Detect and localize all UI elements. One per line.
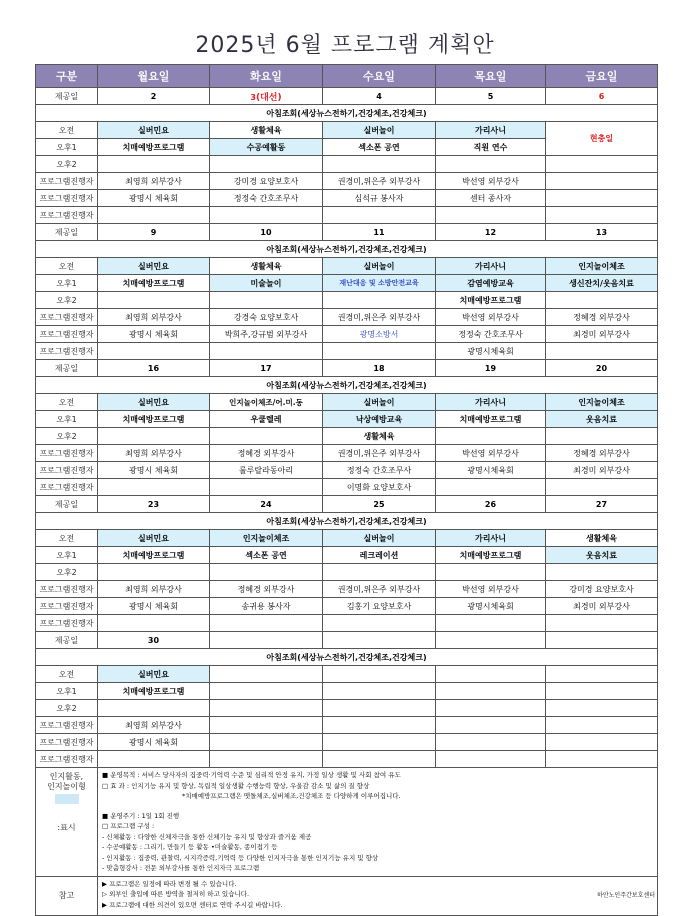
date-cell: 6 xyxy=(546,88,658,105)
row-label: 프로그램진행자 xyxy=(36,343,98,360)
date-cell: 2 xyxy=(98,88,210,105)
row-label: 오전 xyxy=(36,122,98,139)
leader-cell: 정혜경 외부강사 xyxy=(210,581,323,598)
leader-row xyxy=(36,173,658,190)
leader-cell: 권경미,위은주 외부강사 xyxy=(323,309,436,326)
leader-cell: 최경미 외부강사 xyxy=(546,326,658,343)
row-label: 오후2 xyxy=(36,292,98,309)
note-line: ■ 운영주기 : 1일 1회 진행 xyxy=(102,811,180,820)
reference-row xyxy=(36,876,658,915)
leader-cell: 권경미,위은주 외부강사 xyxy=(323,173,436,190)
pm1-row xyxy=(36,275,658,292)
program-cell: 실버민요 xyxy=(98,530,210,547)
row-label: 프로그램진행자 xyxy=(36,615,98,632)
leader-cell: 광명시체육회 xyxy=(436,462,546,479)
row-label: 오후1 xyxy=(36,275,98,292)
leader-cell: 최영희 외부강사 xyxy=(98,717,210,734)
leader-cell: 박선영 외부강사 xyxy=(436,173,546,190)
leader-row xyxy=(36,462,658,479)
am-row xyxy=(36,666,658,683)
program-cell: 가리사니 xyxy=(436,530,546,547)
header-row xyxy=(36,65,658,88)
leader-row xyxy=(36,615,658,632)
program-cell: 실버놀이 xyxy=(323,530,436,547)
header-day: 화요일 xyxy=(210,65,323,88)
date-cell: 9 xyxy=(98,224,210,241)
row-label: 오후1 xyxy=(36,547,98,564)
program-cell: 미술놀이 xyxy=(210,275,323,292)
notes-cell xyxy=(98,768,658,877)
program-cell: 인지놀이체조/어.미.동 xyxy=(210,394,323,411)
row-label: 오후2 xyxy=(36,428,98,445)
leader-cell: 정혜경 외부강사 xyxy=(546,309,658,326)
program-cell: 우쿨렐레 xyxy=(210,411,323,428)
leader-cell: 박선영 외부강사 xyxy=(436,581,546,598)
reference-cell xyxy=(98,876,658,915)
am-row xyxy=(36,122,658,139)
date-cell: 30 xyxy=(98,632,210,649)
row-label: 프로그램진행자 xyxy=(36,734,98,751)
ref-line: ▶ 프로그램은 일정에 따라 변경 될 수 있습니다. xyxy=(102,879,237,888)
leader-cell: 정정숙 간호조무사 xyxy=(210,190,323,207)
leader-row xyxy=(36,751,658,768)
note-line: *치매예방프로그램은 맷돌체조,실버체조,건강체조 등 다양하게 이루어집니다. xyxy=(182,792,401,800)
program-cell: 실버놀이 xyxy=(323,258,436,275)
row-label: 프로그램진행자 xyxy=(36,462,98,479)
leader-cell: 심석규 봉사자 xyxy=(323,190,436,207)
date-suffix: (대선) xyxy=(255,92,282,103)
program-cell: 생신잔치/웃음치료 xyxy=(546,275,658,292)
program-cell: 치매예방프로그램 xyxy=(436,292,546,309)
leader-row xyxy=(36,309,658,326)
leader-cell: 권경미,위은주 외부강사 xyxy=(323,581,436,598)
header-day: 수요일 xyxy=(323,65,436,88)
row-label: 오전 xyxy=(36,394,98,411)
legend-cell xyxy=(36,768,98,877)
date-cell: 12 xyxy=(436,224,546,241)
note-line: - 수공예활동 : 그리기, 만들기 등 활동 •미술활동, 종이접기 등 xyxy=(102,843,278,851)
date-cell: 16 xyxy=(98,360,210,377)
program-cell: 인지놀이체조 xyxy=(546,394,658,411)
pm2-row xyxy=(36,428,658,445)
program-cell: 실버민요 xyxy=(98,258,210,275)
date-cell: 20 xyxy=(546,360,658,377)
row-label: 프로그램진행자 xyxy=(36,173,98,190)
leader-cell: 광명시 체육회 xyxy=(98,734,210,751)
highlight-swatch xyxy=(55,794,79,804)
legend-label: :표시 xyxy=(57,823,76,832)
program-cell: 생활체육 xyxy=(546,530,658,547)
legend-label: 인지놀이형 xyxy=(47,782,86,791)
program-cell: 생활체육 xyxy=(210,258,323,275)
leader-cell: 박선영 외부강사 xyxy=(436,309,546,326)
program-cell: 가리사니 xyxy=(436,394,546,411)
program-cell: 치매예방프로그램 xyxy=(98,683,210,700)
program-cell: 치매예방프로그램 xyxy=(98,411,210,428)
note-line: □ 효 과 : 인지기능 유지 및 향상, 독립적 일상생활 수행능력 향상, 우울감 감소 및 삶의 질 향상 xyxy=(102,781,370,790)
leader-cell: 김홍기 요양보호사 xyxy=(323,598,436,615)
header-day: 금요일 xyxy=(546,65,658,88)
program-cell: 생활체육 xyxy=(323,428,436,445)
leader-cell: 박희주,강규범 외부강사 xyxy=(210,326,323,343)
leader-cell: 정정숙 간호조무사 xyxy=(323,462,436,479)
date-cell: 27 xyxy=(546,496,658,513)
date-cell xyxy=(210,88,323,105)
row-label: 프로그램진행자 xyxy=(36,190,98,207)
leader-row xyxy=(36,326,658,343)
program-cell: 인지놀이체조 xyxy=(210,530,323,547)
notes-row xyxy=(36,768,658,877)
pm2-row xyxy=(36,292,658,309)
pm2-row xyxy=(36,156,658,173)
leader-row xyxy=(36,445,658,462)
date-cell: 17 xyxy=(210,360,323,377)
am-row xyxy=(36,258,658,275)
row-label: 오후2 xyxy=(36,564,98,581)
date-cell: 23 xyxy=(98,496,210,513)
date-cell: 11 xyxy=(323,224,436,241)
leader-cell: 광명시체육회 xyxy=(436,343,546,360)
date-row xyxy=(36,360,658,377)
ref-line: ▷ 외부인 출입에 따른 방역을 철저히 하고 있습니다. xyxy=(102,890,250,898)
program-cell: 생활체육 xyxy=(210,122,323,139)
leader-cell: 최영희 외부강사 xyxy=(98,445,210,462)
pm1-row xyxy=(36,683,658,700)
row-label: 오전 xyxy=(36,666,98,683)
program-cell: 직원 연수 xyxy=(436,139,546,156)
program-cell: 낙상예방교육 xyxy=(323,411,436,428)
row-label: 제공일 xyxy=(36,360,98,377)
row-label: 프로그램진행자 xyxy=(36,751,98,768)
leader-cell: 정혜경 외부강사 xyxy=(546,445,658,462)
leader-cell: 광명소방서 xyxy=(323,326,436,343)
row-label: 오후1 xyxy=(36,683,98,700)
leader-cell: 최영희 외부강사 xyxy=(98,173,210,190)
date-row xyxy=(36,224,658,241)
leader-row xyxy=(36,581,658,598)
program-cell: 치매예방프로그램 xyxy=(436,547,546,564)
page-title: 2025년 6월 프로그램 계획안 xyxy=(195,33,495,58)
leader-cell: 강미경 요양보호사 xyxy=(546,581,658,598)
program-cell: 치매예방프로그램 xyxy=(436,411,546,428)
ref-line: ▶ 프로그램에 대한 의견이 있으면 센터로 연락 주시길 바랍니다. xyxy=(102,900,283,909)
note-line: - 신체활동 : 다양한 신체자극을 통한 신체기능 유지 및 향상과 즐거움 제공 xyxy=(102,832,312,841)
leader-cell: 송귀용 봉사자 xyxy=(210,598,323,615)
program-cell: 인지놀이체조 xyxy=(546,258,658,275)
row-label: 오전 xyxy=(36,258,98,275)
leader-cell: 광명시 체육회 xyxy=(98,462,210,479)
row-label: 오후1 xyxy=(36,411,98,428)
leader-cell: 박선영 외부강사 xyxy=(436,445,546,462)
program-cell: 치매예방프로그램 xyxy=(98,139,210,156)
program-cell: 수공예활동 xyxy=(210,139,323,156)
row-label: 프로그램진행자 xyxy=(36,326,98,343)
program-cell: 재난대응 및 소방안전교육 xyxy=(323,275,436,292)
date-cell: 5 xyxy=(436,88,546,105)
leader-cell: 광명시 체육회 xyxy=(98,326,210,343)
date-cell: 13 xyxy=(546,224,658,241)
program-cell: 실버놀이 xyxy=(323,394,436,411)
morning-banner: 아침조회(세상뉴스전하기,건강체조,건강체크) xyxy=(36,105,658,122)
header-gubun: 구분 xyxy=(36,65,98,88)
program-cell: 레크레이션 xyxy=(323,547,436,564)
center-name: 하안노인주간보호센터 xyxy=(597,892,655,899)
row-label: 제공일 xyxy=(36,224,98,241)
program-cell: 섹소폰 공연 xyxy=(210,547,323,564)
leader-row xyxy=(36,734,658,751)
row-label: 프로그램진행자 xyxy=(36,309,98,326)
pm2-row xyxy=(36,700,658,717)
leader-cell: 광명시 체육회 xyxy=(98,190,210,207)
leader-cell: 강경숙 요양보호사 xyxy=(210,309,323,326)
row-label: 오후1 xyxy=(36,139,98,156)
leader-cell: 정혜경 외부강사 xyxy=(210,445,323,462)
morning-banner: 아침조회(세상뉴스전하기,건강체조,건강체크) xyxy=(36,649,658,666)
leader-cell: 최경미 외부강사 xyxy=(546,462,658,479)
leader-cell: 광명시체육회 xyxy=(436,598,546,615)
leader-cell: 룰루랄라동아리 xyxy=(210,462,323,479)
leader-row xyxy=(36,343,658,360)
leader-cell: 센터 종사자 xyxy=(436,190,546,207)
leader-row xyxy=(36,207,658,224)
row-label: 프로그램진행자 xyxy=(36,445,98,462)
leader-cell: 강미경 요양보호사 xyxy=(210,173,323,190)
morning-banner: 아침조회(세상뉴스전하기,건강체조,건강체크) xyxy=(36,513,658,530)
program-cell: 실버놀이 xyxy=(323,122,436,139)
morning-banner: 아침조회(세상뉴스전하기,건강체조,건강체크) xyxy=(36,241,658,258)
program-cell: 가리사니 xyxy=(436,122,546,139)
leader-row xyxy=(36,479,658,496)
row-label: 프로그램진행자 xyxy=(36,598,98,615)
am-row xyxy=(36,394,658,411)
program-cell: 실버민요 xyxy=(98,666,210,683)
program-cell: 실버민요 xyxy=(98,394,210,411)
date-cell: 18 xyxy=(323,360,436,377)
program-cell: 치매예방프로그램 xyxy=(98,547,210,564)
header-day: 월요일 xyxy=(98,65,210,88)
date-cell: 25 xyxy=(323,496,436,513)
program-cell: 섹소폰 공연 xyxy=(323,139,436,156)
leader-row xyxy=(36,190,658,207)
row-label: 참고 xyxy=(36,876,98,915)
row-label: 제공일 xyxy=(36,632,98,649)
legend-label: 인지활동, xyxy=(49,772,84,781)
schedule-table xyxy=(35,64,658,916)
date-cell: 10 xyxy=(210,224,323,241)
row-label: 프로그램진행자 xyxy=(36,581,98,598)
date-row xyxy=(36,88,658,105)
program-cell: 가리사니 xyxy=(436,258,546,275)
pm1-row xyxy=(36,411,658,428)
row-label: 프로그램진행자 xyxy=(36,479,98,496)
row-label: 오전 xyxy=(36,530,98,547)
holiday-cell: 현충일 xyxy=(546,122,658,156)
date-row xyxy=(36,496,658,513)
row-label: 프로그램진행자 xyxy=(36,207,98,224)
leader-row xyxy=(36,717,658,734)
program-cell: 치매예방프로그램 xyxy=(98,275,210,292)
leader-cell: 정정숙 간호조무사 xyxy=(436,326,546,343)
date-cell: 24 xyxy=(210,496,323,513)
date-number: 3 xyxy=(250,92,256,102)
row-label: 오후2 xyxy=(36,156,98,173)
note-line: □ 프로그램 구성 : xyxy=(102,822,155,830)
leader-cell: 최영희 외부강사 xyxy=(98,581,210,598)
leader-cell: 최경미 외부강사 xyxy=(546,598,658,615)
row-label: 제공일 xyxy=(36,88,98,105)
note-line: ■ 운영목적 : 서비스 당사자의 집중력·기억력 수준 및 심리적 안정 유지, 가정 일상 생활 및 사회 참여 유도 xyxy=(102,771,401,779)
morning-banner: 아침조회(세상뉴스전하기,건강체조,건강체크) xyxy=(36,377,658,394)
am-row xyxy=(36,530,658,547)
program-cell: 실버민요 xyxy=(98,122,210,139)
date-cell: 26 xyxy=(436,496,546,513)
program-cell: 웃음치료 xyxy=(546,411,658,428)
date-cell: 4 xyxy=(323,88,436,105)
leader-cell: 최영희 외부강사 xyxy=(98,309,210,326)
program-cell: 감염예방교육 xyxy=(436,275,546,292)
note-line: - 인지활동 : 집중력, 관찰력, 시지각증력,기억력 등 다양한 인지자극을 통한 인지기능 유지 및 향상 xyxy=(102,853,379,862)
row-label: 오후2 xyxy=(36,700,98,717)
program-cell: 웃음치료 xyxy=(546,547,658,564)
pm2-row xyxy=(36,564,658,581)
date-cell: 19 xyxy=(436,360,546,377)
row-label: 제공일 xyxy=(36,496,98,513)
date-row xyxy=(36,632,658,649)
pm1-row xyxy=(36,547,658,564)
leader-cell: 권경미,위은주 외부강사 xyxy=(323,445,436,462)
header-day: 목요일 xyxy=(436,65,546,88)
leader-cell: 이명화 요양보호사 xyxy=(323,479,436,496)
row-label: 프로그램진행자 xyxy=(36,717,98,734)
leader-cell: 광명시 체육회 xyxy=(98,598,210,615)
note-line: - 맞춤형강사 : 전문 외부강사를 통한 인지자극 프로그램 xyxy=(102,864,260,872)
leader-row xyxy=(36,598,658,615)
